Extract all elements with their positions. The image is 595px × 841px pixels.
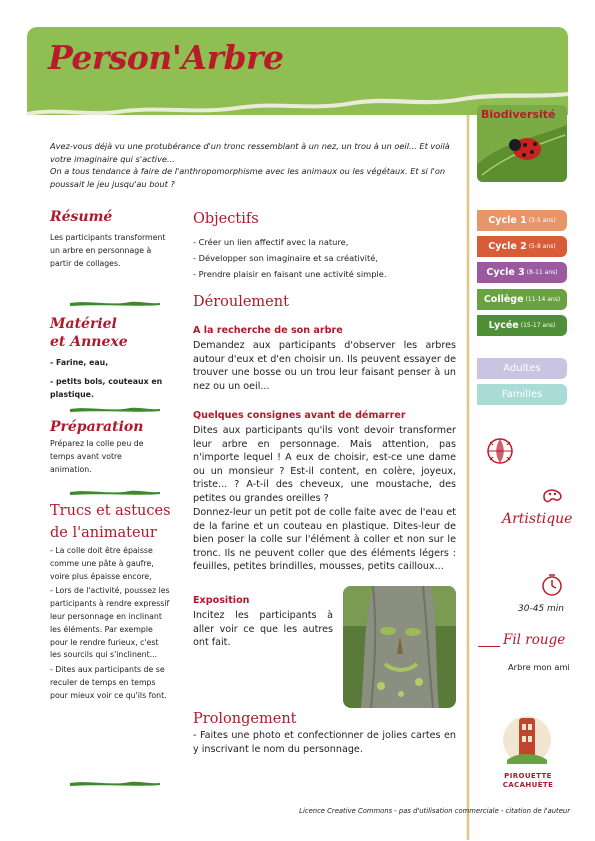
clock-icon [540, 572, 564, 598]
materiel-title [50, 315, 128, 351]
materiel-title-line1: Matériel [50, 316, 117, 332]
cycle-label: Lycée [488, 320, 519, 331]
cycle-age: (3-5 ans) [528, 217, 556, 224]
lycee-badge [477, 315, 567, 336]
materiel-list [50, 357, 170, 401]
trucs-title [50, 500, 171, 544]
cycle-label: Cycle 3 [486, 267, 525, 278]
theme-label: Artistique [502, 511, 573, 527]
trucs-title-line1: Trucs et astuces [50, 503, 171, 519]
intro-text [50, 140, 460, 190]
materiel-item: - petits bols, couteaux en plastique. [50, 376, 163, 399]
cycle-label: Cycle 1 [488, 215, 527, 226]
materiel-title-line2: et Annexe [50, 334, 128, 350]
fil-rouge-title: Fil rouge [500, 632, 568, 648]
page-title: Person'Arbre [48, 38, 284, 77]
trucs-title-line2: de l'animateur [50, 525, 157, 541]
intro-paragraph-1: Avez-vous déjà vu une protubérance d'un tronc ressemblant à un nez, un trou à un oeil... Et voilà votre imaginaire qui s'active... [50, 141, 450, 164]
deroulement-text2a: Dites aux participants qu'ils vont devoir transformer leur arbre en personnage. Mais attention, pas n'importe lequel ! A eux de choisir, est-ce une dame ou un monsieur ? Est-il content, en colère, joyeux, triste... ? A-t-il des cheveux, une moustache, des petites ou grandes oreilles ? [193, 425, 456, 504]
cycle-label: Cycle 2 [488, 241, 527, 252]
logo-line-2: CACAHUÈTE [502, 781, 554, 789]
objectifs-list [193, 234, 453, 282]
logo-line-1: PIROUETTE [504, 772, 552, 780]
deroulement-text1: Demandez aux participants d'observer les arbres autour d'eux et d'en choisir un. Ils peuvent essayer de trouver une bosse ou un trou leur faisant penser à un nez ou un oeil... [193, 340, 456, 392]
intro-paragraph-2: On a tous tendance à faire de l'anthropomorphisme avec les animaux ou les végétaux. Et si l'on poussait le jeu jusqu'au bout ? [50, 166, 446, 189]
deroulement-title: Déroulement [193, 294, 289, 310]
objectifs-item: - Créer un lien affectif avec la nature, [193, 237, 349, 247]
brush-divider [70, 298, 160, 308]
tree-face-photo [343, 586, 456, 708]
duration-label: 30-45 min [518, 604, 564, 614]
trucs-list [50, 545, 170, 703]
brush-divider [70, 778, 160, 788]
familles-badge: Familles [477, 384, 567, 405]
deroulement-sub2: Quelques consignes avant de démarrer [193, 410, 406, 421]
adultes-badge: Adultes [477, 358, 567, 379]
resume-title: Résumé [50, 209, 113, 225]
seasons-icon [483, 434, 517, 468]
exposition-title: Exposition [193, 595, 250, 606]
palette-icon [541, 488, 565, 504]
materiel-item: - Farine, eau, [50, 358, 109, 367]
pirouette-cacahuete-logo [502, 710, 552, 770]
deroulement-sub1: A la recherche de son arbre [193, 325, 343, 336]
cycle-3-badge [477, 262, 567, 283]
deroulement-text2b: Donnez-leur un petit pot de colle faite avec de l'eau et de la farine et un couteau en plastique. Dites-leur de bien poser la colle sur l'élément à coller et non sur le tronc. Ils ne peuvent coller que des éléments légers : feuilles, petites brindilles, mousses, petits cailloux... [193, 507, 456, 572]
objectifs-title: Objectifs [193, 211, 259, 227]
vertical-divider [465, 115, 471, 840]
cycle-age: (8-11 ans) [526, 269, 558, 276]
trucs-item: - Lors de l'activité, poussez les participants à rendre expressif leur personnage en inclinant les éléments. Par exemple pour le rendre furieux, c'est les sourcils qui s'inclinent... [50, 586, 170, 660]
prolongement-title: Prolongement [193, 711, 297, 727]
preparation-title: Préparation [50, 419, 144, 435]
prolongement-text: - Faites une photo et confectionner de jolies cartes en y inscrivant le nom du personnage. [193, 730, 456, 755]
resume-text: Les participants transforment un arbre en personnage à partir de collages. [50, 233, 166, 268]
cycle-label: Collège [483, 294, 524, 305]
cycle-1-badge [477, 210, 567, 231]
cycle-2-badge [477, 236, 567, 257]
trucs-item: - Dites aux participants de se reculer de temps en temps pour mieux voir ce qu'ils font. [50, 665, 167, 700]
preparation-text: Préparez la colle peu de temps avant votre animation. [50, 439, 144, 474]
logo-text [500, 772, 556, 790]
cycle-age: (5-8 ans) [528, 243, 556, 250]
cycle-age: (11-14 ans) [525, 296, 561, 303]
brush-divider [70, 487, 160, 497]
college-badge [477, 289, 567, 310]
trucs-item: - La colle doit être épaisse comme une pâte à gaufre, voire plus épaisse encore, [50, 546, 154, 581]
cycle-age: (15-17 ans) [520, 322, 556, 329]
exposition-text: Incitez les participants à aller voir ce que les autres ont fait. [193, 610, 333, 648]
brush-divider [70, 404, 160, 414]
biodiversite-label: Biodiversité [481, 108, 556, 121]
objectifs-item: - Prendre plaisir en faisant une activité simple. [193, 269, 387, 279]
objectifs-item: - Développer son imaginaire et sa créativité, [193, 253, 378, 263]
license-footer: Licence Creative Commons - pas d'utilisation commerciale - citation de l'auteur [299, 807, 570, 815]
fil-rouge-text: Arbre mon ami [508, 662, 570, 672]
